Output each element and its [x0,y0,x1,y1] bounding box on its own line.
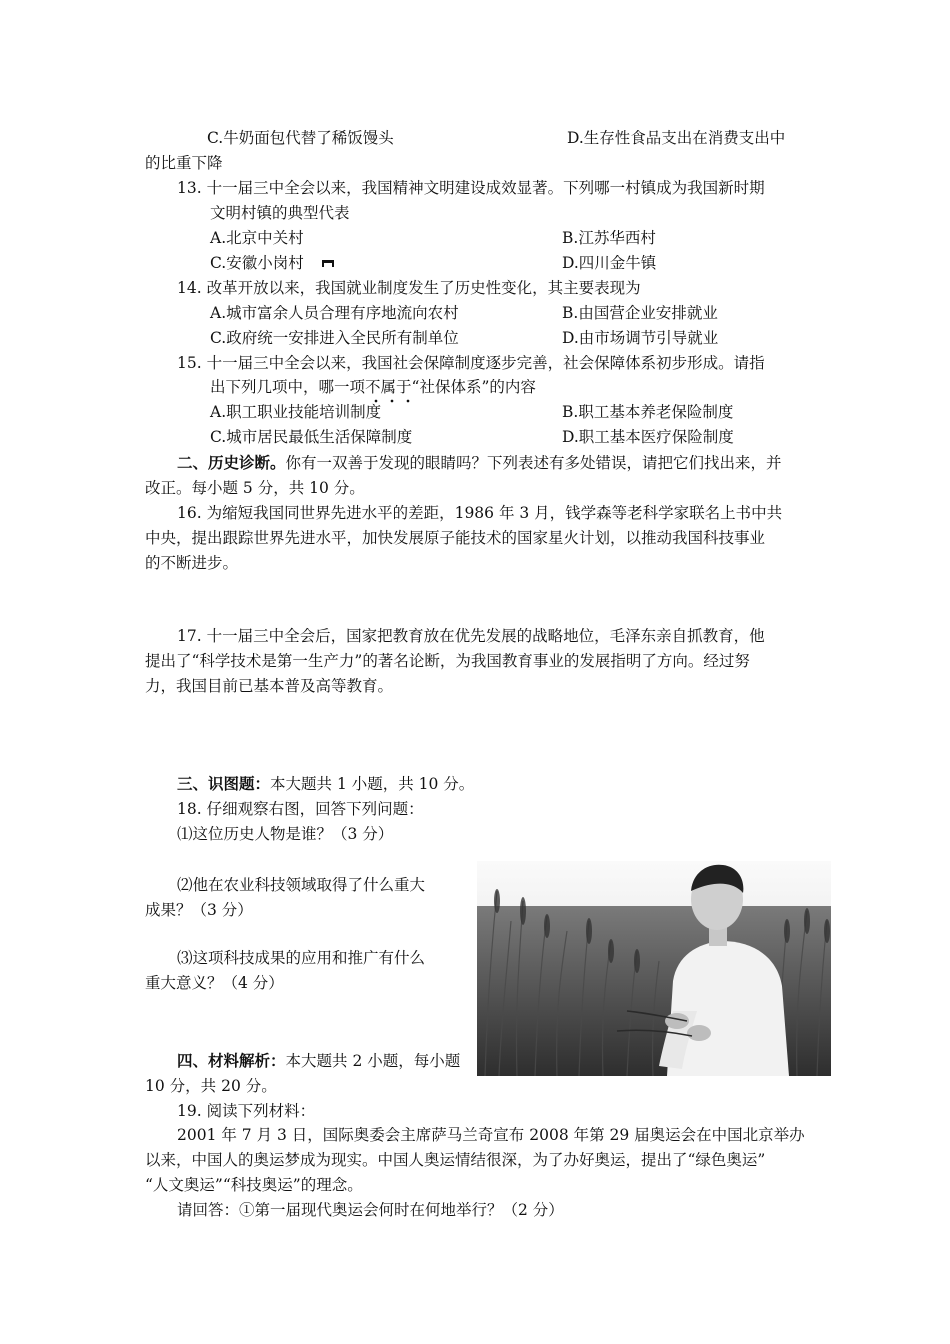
section4-info-cont: 10 分，共 20 分。 [145,1077,277,1095]
q13-option-b: B.江苏华西村 [562,229,656,247]
q18-part2-cont: 成果？（3 分） [145,901,253,919]
q19-stem: 19. 阅读下列材料： [177,1102,316,1120]
q15-stem-part1: 出下列几项中，哪一项 [210,378,366,396]
q15-emphasis: 不属于 [365,377,412,397]
scientist-in-rice-field-photo [477,861,831,1076]
section2-title: 二、历史诊断。 [177,453,286,472]
section2-heading [177,453,782,473]
q14-option-b: B.由国营企业安排就业 [562,304,718,322]
q17-line2: 提出了“科学技术是第一生产力”的著名论断，为我国教育事业的发展指明了方向。经过努 [145,652,750,670]
q12-option-c: C.牛奶面包代替了稀饭馒头 [207,129,394,147]
section2-instructions: 你有一双善于发现的眼睛吗？下列表述有多处错误，请把它们找出来，并 [285,454,782,472]
q13-option-a: A.北京中关村 [210,229,304,247]
q13-option-c: C.安徽小岗村 [210,254,304,272]
q19-material-line3: “人文奥运”“科技奥运”的理念。 [145,1176,363,1194]
q15-stem-part3: “社保体系”的内容 [411,378,536,396]
q14-option-d: D.由市场调节引导就业 [562,329,719,347]
section2-instructions-cont: 改正。每小题 5 分，共 10 分。 [145,479,365,497]
q17-line1: 17. 十一届三中全会后，国家把教育放在优先发展的战略地位，毛泽东亲自抓教育，他 [177,627,765,645]
section4-info: 本大题共 2 小题，每小题 [285,1052,461,1070]
q13-stem-cont: 文明村镇的典型代表 [210,204,350,222]
q18-part1: ⑴这位历史人物是谁？（3 分） [177,825,394,843]
q16-line1: 16. 为缩短我国同世界先进水平的差距，1986 年 3 月，钱学森等老科学家联名上书中共 [177,504,783,522]
q14-option-c: C.政府统一安排进入全民所有制单位 [210,329,459,347]
q19-material-line2: 以来，中国人的奥运梦成为现实。中国人奥运情结很深，为了办好奥运，提出了“绿色奥运” [145,1151,766,1169]
q18-part3: ⑶这项科技成果的应用和推广有什么 [177,949,426,967]
q13-stem: 13. 十一届三中全会以来，我国精神文明建设成效显著。下列哪一村镇成为我国新时期 [177,179,765,197]
q19-question1: 请回答：①第一届现代奥运会何时在何地举行？（2 分） [177,1201,564,1219]
q15-option-a: A.职工职业技能培训制度 [210,403,382,421]
q16-line3: 的不断进步。 [145,554,239,572]
q18-part3-cont: 重大意义？（4 分） [145,974,284,992]
section3-title: 三、识图题： [177,774,271,793]
q18-stem: 18. 仔细观察右图，回答下列问题： [177,800,424,818]
bracket-mark-icon [322,260,334,267]
section3-info: 本大题共 1 小题，共 10 分。 [270,775,475,793]
section4-heading [177,1051,460,1071]
q17-line3: 力，我国目前已基本普及高等教育。 [145,677,394,695]
q14-option-a: A.城市富余人员合理有序地流向农村 [210,304,459,322]
q15-option-c: C.城市居民最低生活保障制度 [210,428,413,446]
q15-stem-cont [210,377,536,397]
q19-material-line1: 2001 年 7 月 3 日，国际奥委会主席萨马兰奇宣布 2008 年第 29 届奥运会在中国北京举办 [177,1126,805,1144]
section3-heading [177,774,474,794]
q18-part2: ⑵他在农业科技领域取得了什么重大 [177,876,426,894]
q15-option-b: B.职工基本养老保险制度 [562,403,734,421]
q12-option-d: D.生存性食品支出在消费支出中 [567,129,786,147]
q12-option-d-cont: 的比重下降 [145,154,223,172]
section4-title: 四、材料解析： [177,1051,286,1070]
q15-option-d: D.职工基本医疗保险制度 [562,428,734,446]
q15-stem: 15. 十一届三中全会以来，我国社会保障制度逐步完善，社会保障体系初步形成。请指 [177,354,765,372]
q16-line2: 中央，提出跟踪世界先进水平，加快发展原子能技术的国家星火计划，以推动我国科技事业 [145,529,766,547]
q14-stem: 14. 改革开放以来，我国就业制度发生了历史性变化，其主要表现为 [177,279,641,297]
q13-option-d: D.四川金牛镇 [562,254,657,272]
